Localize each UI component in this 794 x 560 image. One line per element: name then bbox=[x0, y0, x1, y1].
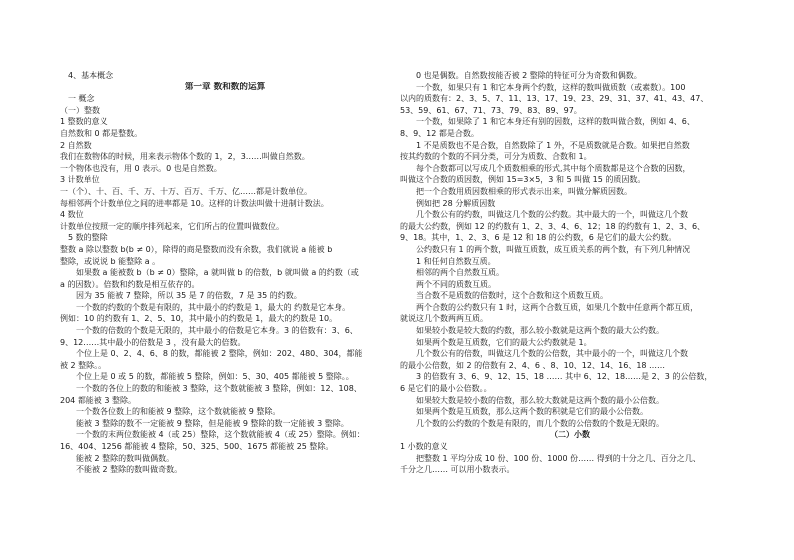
left-column-line: a 的因数）。倍数和约数是相互依存的。 bbox=[60, 279, 200, 289]
right-column-line: （二）小数 bbox=[550, 430, 590, 440]
left-column-line: 计数单位按照一定的顺序排列起来，它们所占的位置叫做数位。 bbox=[60, 221, 284, 231]
right-column-line: 当合数不是质数的倍数时，这个合数和这个质数互质。 bbox=[416, 291, 608, 301]
right-column-line: 几个数公有的约数，叫做这几个数的公约数。其中最大的一个，叫做这几个数 bbox=[416, 210, 688, 220]
left-column-line: 2 自然数 bbox=[60, 140, 92, 150]
right-column-line: 几个数的公约数的个数是有限的，而几个数的公倍数的个数是无限的。 bbox=[416, 418, 664, 428]
left-column-line: 4 数位 bbox=[60, 210, 84, 220]
left-column-line: 4、基本概念 bbox=[68, 71, 114, 80]
left-column-line: 第一章 数和数的运算 bbox=[184, 81, 266, 92]
right-column-line: 的最小公倍数，如 2 的倍数有 2、4、6 、8、10、12、14、16、18 …… bbox=[400, 360, 666, 370]
left-column-line: 整除，或说说 b 能整除 a 。 bbox=[60, 256, 161, 266]
right-column-line: 每个合数都可以写成几个质数相乘的形式,其中每个质数都是这个合数的因数， bbox=[416, 163, 691, 173]
left-column-line: 一个数各位数上的和能被 9 整除，这个数就能被 9 整除。 bbox=[76, 407, 281, 417]
left-column-line: 一个数的倍数的个数是无限的，其中最小的倍数是它本身。3 的倍数有：3、6、 bbox=[76, 326, 358, 336]
right-column-line: 把一个合数用质因数相乘的形式表示出来，叫做分解质因数。 bbox=[416, 186, 632, 196]
left-column-line: 因为 35 能被 7 整除，所以 35 是 7 的倍数，7 是 35 的约数。 bbox=[76, 291, 302, 301]
right-column-line: 两个不同的质数互质。 bbox=[416, 279, 496, 289]
left-column-line: 能被 3 整除的数不一定能被 9 整除，但是能被 9 整除的数一定能被 3 整除。 bbox=[76, 418, 349, 428]
left-column-line: 一个数的末两位数能被 4（或 25）整除，这个数就能被 4（或 25）整除。例如： bbox=[76, 430, 365, 440]
right-column bbox=[400, 70, 740, 476]
left-column-line: 如果数 a 能被数 b（b ≠ 0）整除，a 就叫做 b 的倍数，b 就叫做 a 的约数（或 bbox=[76, 268, 359, 278]
right-column-line: 一个数，如果只有 1 和它本身两个约数，这样的数叫做质数（或素数）。100 bbox=[416, 82, 686, 92]
right-column-line: 如果两个数是互质数，那么这两个数的积就是它们的最小公倍数。 bbox=[416, 407, 648, 417]
left-column-line: 我们在数物体的时候，用来表示物体个数的 1，2，3……叫做自然数。 bbox=[60, 152, 310, 162]
right-column-line: 一个数，如果除了 1 和它本身还有别的因数，这样的数叫做合数，例如 4、6、 bbox=[416, 117, 695, 127]
right-column-line: 把整数 1 平均分成 10 份、100 份、1000 份…… 得到的十分之几、百分之几、 bbox=[416, 453, 701, 463]
left-column-line: 一个数的约数的个数是有限的，其中最小的约数是 1，最大的 约数是它本身。 bbox=[76, 302, 351, 312]
left-column-line: 每相邻两个计数单位之间的进率都是 10。这样的计数法叫做十进制计数法。 bbox=[60, 198, 329, 208]
left-column-line: 个位上是 0、2、4、6、8 的数，都能被 2 整除，例如：202、480、304，都能 bbox=[76, 349, 363, 359]
left-column-line: （一）整数 bbox=[60, 105, 100, 115]
right-column-line: 3 的倍数有 3、6、9、12、15、18 …… 其中 6、12、18……是 2、3 的公倍数， bbox=[416, 372, 713, 382]
right-column-line: 53、59、61、67、71、73、79、83、89、97。 bbox=[400, 105, 582, 115]
left-column-line: 例如：10 的约数有 1、2、5、10，其中最小的约数是 1，最大的约数是 10。 bbox=[60, 314, 338, 324]
right-column-line: 的最大公约数，例如 12 的约数有 1、2、3、4、6、12；18 的约数有 1、2、3、6、 bbox=[400, 221, 706, 231]
left-column-line: 1 整数的意义 bbox=[60, 117, 108, 127]
right-column-line: 千分之几…… 可以用小数表示。 bbox=[400, 465, 515, 475]
left-column-line: 整数 a 除以整数 b(b ≠ 0），除得的商是整数而没有余数，我们就说 a 能被 b bbox=[60, 244, 333, 254]
left-column-line: 个位上是 0 或 5 的数，都能被 5 整除，例如：5、30、405 都能被 5 整除。。 bbox=[76, 372, 354, 382]
right-column-line: 1 和任何自然数互质。 bbox=[416, 256, 496, 266]
right-column-line: 如果较小数是较大数的约数，那么较小数就是这两个数的最大公约数。 bbox=[416, 326, 664, 336]
right-column-line: 按其约数的个数的不同分类，可分为质数、合数和 1。 bbox=[400, 152, 592, 162]
right-column-line: 两个合数的公约数只有 1 时，这两个合数互质，如果几个数中任意两个都互质， bbox=[416, 302, 699, 312]
left-column-line: 一（个）、十、百、千、万、十万、百万、千万、亿……都是计数单位。 bbox=[60, 186, 312, 196]
right-column-line: 1 不是质数也不是合数，自然数除了 1 外，不是质数就是合数。如果把自然数 bbox=[416, 140, 690, 150]
right-column-line: 以内的质数有：2、3、5、7、11、13、17、19、23、29、31、37、41、43、47、 bbox=[400, 94, 709, 104]
right-column-line: 如果两个数是互质数，它们的最大公约数就是 1。 bbox=[416, 337, 592, 347]
left-column-line: 被 2 整除。。 bbox=[60, 360, 107, 370]
right-column-line: 0 也是偶数。自然数按能否被 2 整除的特征可分为奇数和偶数。 bbox=[416, 71, 642, 80]
left-column-line: 9、12……其中最小的倍数是 3 ，没有最大的倍数。 bbox=[60, 337, 246, 347]
left-column-line: 3 计数单位 bbox=[60, 175, 100, 185]
left-column-line: 16、404、1256 都能被 4 整除，50、325、500、1675 都能被 25 整除。 bbox=[60, 442, 334, 451]
left-column-line: 自然数和 0 都是整数。 bbox=[60, 128, 143, 138]
right-column-line: 1 小数的意义 bbox=[400, 442, 448, 451]
right-column-line: 叫做这个合数的质因数，例如 15=3×5，3 和 5 叫做 15 的质因数。 bbox=[400, 175, 646, 185]
left-column bbox=[60, 70, 390, 476]
right-column-line: 例如把 28 分解质因数 bbox=[416, 198, 496, 208]
right-column-line: 如果较大数是较小数的倍数，那么较大数就是这两个数的最小公倍数。 bbox=[416, 395, 664, 405]
right-column-line: 8、9、12 都是合数。 bbox=[400, 128, 479, 138]
right-column-line: 公约数只有 1 的两个数，叫做互质数，成互质关系的两个数，有下列几种情况 bbox=[416, 244, 691, 254]
left-column-line: 一 概念 bbox=[68, 94, 95, 104]
right-column-line: 相邻的两个自然数互质。 bbox=[416, 268, 504, 278]
left-column-line: 5 数的整除 bbox=[68, 233, 108, 243]
left-column-line: 204 都能被 3 整除。 bbox=[60, 395, 136, 405]
right-column-line: 9、18。其中，1、2、3、6 是 12 和 18 的公约数，6 是它们的最大公约数。 bbox=[400, 233, 677, 243]
left-column-line: 能被 2 整除的数叫做偶数。 bbox=[76, 453, 175, 463]
right-column-line: 6 是它们的最小公倍数。。 bbox=[400, 384, 492, 394]
left-column-line: 一个物体也没有，用 0 表示。0 也是自然数。 bbox=[60, 163, 222, 173]
right-column-line: 几个数公有的倍数，叫做这几个数的公倍数，其中最小的一个，叫做这几个数 bbox=[416, 349, 688, 359]
right-column-line: 就说这几个数两两互质。 bbox=[400, 314, 488, 324]
left-column-line: 一个数的各位上的数的和能被 3 整除，这个数就能被 3 整除，例如：12、108、 bbox=[76, 384, 362, 394]
left-column-line: 不能被 2 整除的数叫做奇数。 bbox=[76, 465, 183, 475]
